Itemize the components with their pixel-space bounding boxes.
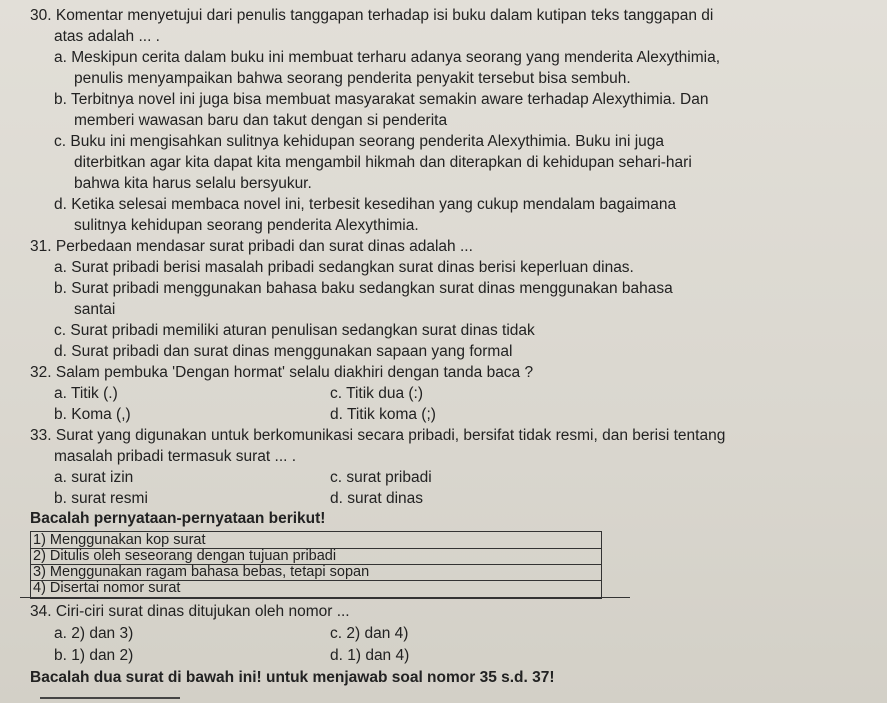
statement-item: 3) Menggunakan ragam bahasa bebas, tetapi sopan xyxy=(31,564,601,581)
q30-option-a-line1[interactable]: a. Meskipun cerita dalam buku ini membuat terharu adanya seorang yang menderita Alexythimia, xyxy=(54,49,721,66)
q30-option-d-line1[interactable]: d. Ketika selesai membaca novel ini, terbesit kesedihan yang cukup mendalam bagaimana xyxy=(54,196,677,213)
statements-heading: Bacalah pernyataan-pernyataan berikut! xyxy=(30,510,326,527)
q30-option-b-line2: memberi wawasan baru dan takut dengan si penderita xyxy=(74,112,448,129)
q32-option-b[interactable]: b. Koma (,) xyxy=(54,406,131,423)
q30-option-c-line3: bahwa kita harus selalu bersyukur. xyxy=(74,175,312,192)
q34-option-a[interactable]: a. 2) dan 3) xyxy=(54,625,134,642)
q32-option-d[interactable]: d. Titik koma (;) xyxy=(330,406,436,423)
q34-option-b[interactable]: b. 1) dan 2) xyxy=(54,647,134,664)
statements-box xyxy=(30,531,602,599)
q32-option-a[interactable]: a. Titik (.) xyxy=(54,385,118,402)
q30-option-a-line2: penulis menyampaikan bahwa seorang penderita penyakit tersebut bisa sembuh. xyxy=(74,70,631,87)
q30-option-d-line2: sulitnya kehidupan seorang penderita Alexythimia. xyxy=(74,217,419,234)
page-bottom-edge xyxy=(40,697,180,699)
q33-option-c[interactable]: c. surat pribadi xyxy=(330,469,432,486)
q34-option-d[interactable]: d. 1) dan 4) xyxy=(330,647,410,664)
q31-option-b-line1[interactable]: b. Surat pribadi menggunakan bahasa baku sedangkan surat dinas menggunakan bahasa xyxy=(54,280,673,297)
q31-stem: 31. Perbedaan mendasar surat pribadi dan surat dinas adalah ... xyxy=(30,238,473,255)
q30-option-b-line1[interactable]: b. Terbitnya novel ini juga bisa membuat masyarakat semakin aware terhadap Alexythimia. Dan xyxy=(54,91,709,108)
q31-option-c[interactable]: c. Surat pribadi memiliki aturan penulisan sedangkan surat dinas tidak xyxy=(54,322,535,339)
q34-stem: 34. Ciri-ciri surat dinas ditujukan oleh nomor ... xyxy=(30,603,350,620)
q33-stem-line2: masalah pribadi termasuk surat ... . xyxy=(54,448,297,465)
q30-stem-line1: 30. Komentar menyetujui dari penulis tanggapan terhadap isi buku dalam kutipan teks tanggapan di xyxy=(30,7,714,24)
q33-option-a[interactable]: a. surat izin xyxy=(54,469,134,486)
q30-option-c-line2: diterbitkan agar kita dapat kita mengambil hikmah dan diterapkan di kehidupan sehari-hari xyxy=(74,154,692,171)
q34-option-c[interactable]: c. 2) dan 4) xyxy=(330,625,409,642)
q32-option-c[interactable]: c. Titik dua (:) xyxy=(330,385,424,402)
q30-stem-line2: atas adalah ... . xyxy=(54,28,160,45)
q32-stem: 32. Salam pembuka 'Dengan hormat' selalu diakhiri dengan tanda baca ? xyxy=(30,364,534,381)
q31-option-a[interactable]: a. Surat pribadi berisi masalah pribadi sedangkan surat dinas berisi keperluan dinas. xyxy=(54,259,634,276)
q31-option-d[interactable]: d. Surat pribadi dan surat dinas menggunakan sapaan yang formal xyxy=(54,343,513,360)
statement-item: 1) Menggunakan kop surat xyxy=(31,532,601,549)
q33-option-b[interactable]: b. surat resmi xyxy=(54,490,148,507)
q34-divider xyxy=(20,597,630,598)
q33-option-d[interactable]: d. surat dinas xyxy=(330,490,424,507)
q33-stem-line1: 33. Surat yang digunakan untuk berkomunikasi secara pribadi, bersifat tidak resmi, dan berisi tentang xyxy=(30,427,726,444)
footer-instruction: Bacalah dua surat di bawah ini! untuk menjawab soal nomor 35 s.d. 37! xyxy=(30,669,555,686)
q31-option-b-line2: santai xyxy=(74,301,116,318)
statement-item: 4) Disertai nomor surat xyxy=(33,580,181,596)
q30-option-c-line1[interactable]: c. Buku ini mengisahkan sulitnya kehidupan seorang penderita Alexythimia. Buku ini juga xyxy=(54,133,665,150)
statement-item: 2) Ditulis oleh seseorang dengan tujuan pribadi xyxy=(31,548,601,565)
